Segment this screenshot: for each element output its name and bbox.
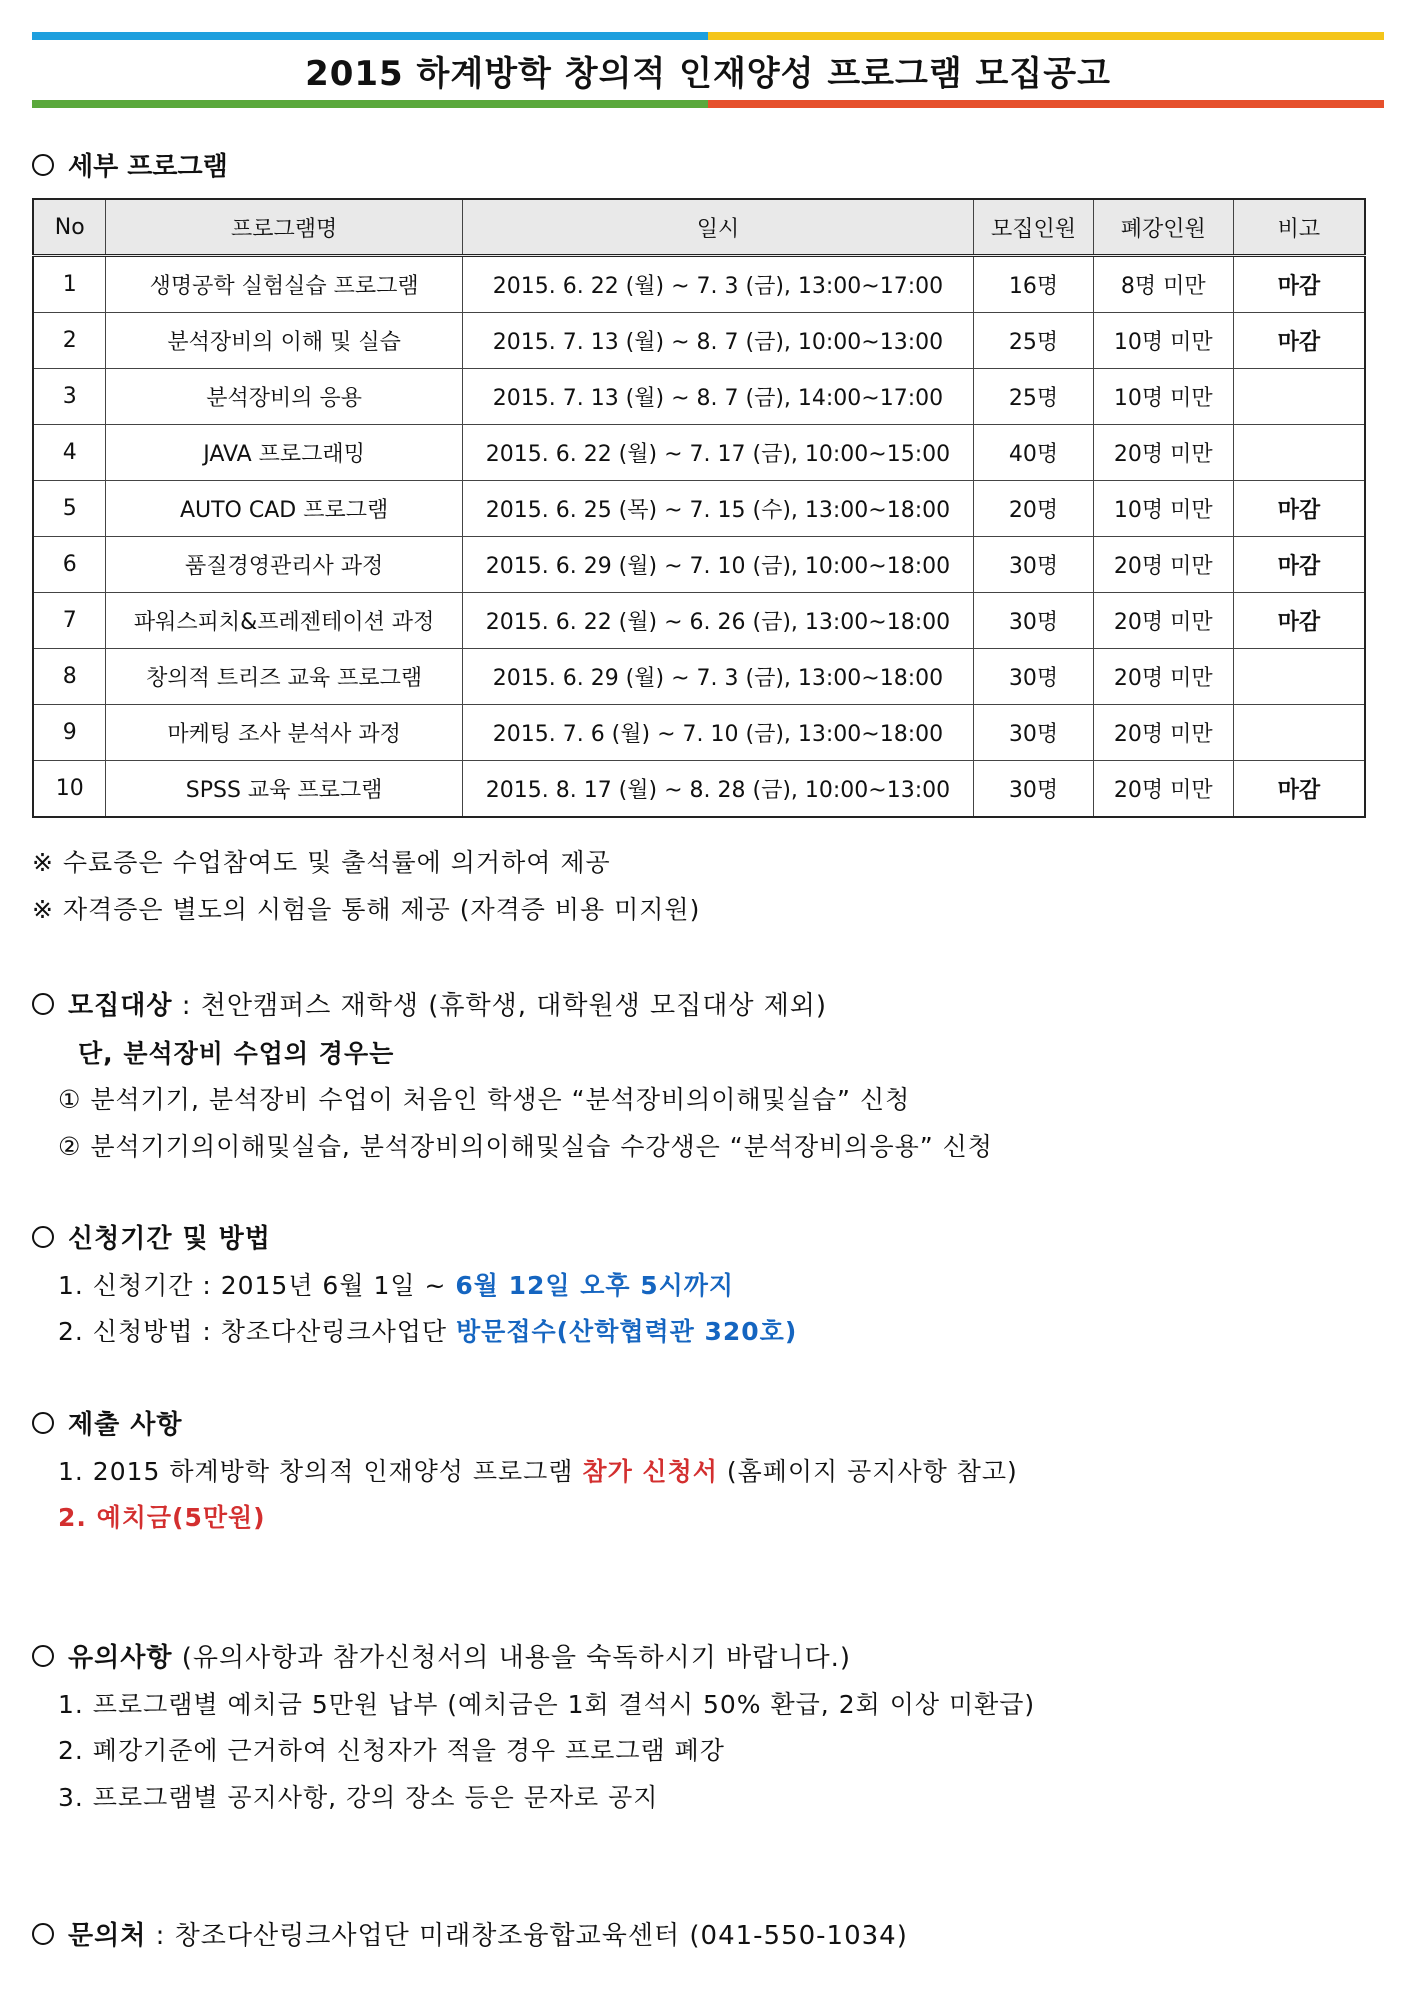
section-contact — [32, 1915, 908, 1952]
cell-date: 2015. 7. 13 (월) ~ 8. 7 (금), 14:00~17:00 — [462, 369, 973, 425]
target-item-2: ② 분석기기의이해및실습, 분석장비의이해및실습 수강생은 “분석장비의응용” 신청 — [58, 1132, 993, 1161]
cell-no: 5 — [33, 481, 106, 537]
cell-note: 마감 — [1233, 761, 1365, 818]
caution-item-1: 1. 프로그램별 예치금 5만원 납부 (예치금은 1회 결석시 50% 환급, 2회 이상 미환급) — [58, 1690, 1036, 1719]
header-bottom-bar — [32, 100, 1384, 108]
section-submit — [32, 1404, 183, 1441]
cell-name: 마케팅 조사 분석사 과정 — [106, 705, 462, 761]
application-form-highlight: 참가 신청서 — [582, 1457, 718, 1486]
cell-no: 3 — [33, 369, 106, 425]
cell-cancel: 20명 미만 — [1093, 705, 1233, 761]
cell-note — [1233, 425, 1365, 481]
cell-name: 창의적 트리즈 교육 프로그램 — [106, 649, 462, 705]
cell-note: 마감 — [1233, 481, 1365, 537]
cell-note — [1233, 369, 1365, 425]
cell-date: 2015. 7. 13 (월) ~ 8. 7 (금), 10:00~13:00 — [462, 313, 973, 369]
cell-note: 마감 — [1233, 593, 1365, 649]
cell-recruit: 16명 — [974, 256, 1094, 313]
cell-recruit: 30명 — [974, 593, 1094, 649]
cell-date: 2015. 6. 29 (월) ~ 7. 10 (금), 10:00~18:00 — [462, 537, 973, 593]
cell-no: 9 — [33, 705, 106, 761]
cell-recruit: 30명 — [974, 705, 1094, 761]
cell-date: 2015. 6. 22 (월) ~ 6. 26 (금), 13:00~18:00 — [462, 593, 973, 649]
circle-bullet-icon — [32, 1226, 54, 1248]
caution-text: (유의사항과 참가신청서의 내용을 숙독하시기 바랍니다.) — [172, 1643, 852, 1673]
cell-no: 10 — [33, 761, 106, 818]
submit-line-2: 2. 예치금(5만원) — [58, 1503, 266, 1532]
col-recruit: 모집인원 — [974, 199, 1094, 256]
circle-bullet-icon — [32, 1923, 54, 1945]
header-top-bar — [32, 32, 1384, 40]
caution-item-2: 2. 폐강기준에 근거하여 신청자가 적을 경우 프로그램 폐강 — [58, 1736, 725, 1765]
section-caution — [32, 1637, 851, 1674]
col-date: 일시 — [462, 199, 973, 256]
cell-cancel: 10명 미만 — [1093, 313, 1233, 369]
cell-name: 분석장비의 이해 및 실습 — [106, 313, 462, 369]
table-row — [33, 761, 1365, 818]
table-header-row — [33, 199, 1365, 256]
note-license: ※ 자격증은 별도의 시험을 통해 제공 (자격증 비용 미지원) — [32, 895, 701, 924]
cell-cancel: 20명 미만 — [1093, 425, 1233, 481]
target-label: 모집대상 — [68, 991, 173, 1021]
cell-name: 생명공학 실험실습 프로그램 — [106, 256, 462, 313]
cell-date: 2015. 6. 25 (목) ~ 7. 15 (수), 13:00~18:00 — [462, 481, 973, 537]
table-row — [33, 537, 1365, 593]
cell-name: JAVA 프로그래밍 — [106, 425, 462, 481]
target-text: : 천안캠퍼스 재학생 (휴학생, 대학원생 모집대상 제외) — [172, 991, 828, 1021]
table-row — [33, 425, 1365, 481]
col-name: 프로그램명 — [106, 199, 462, 256]
table-row — [33, 649, 1365, 705]
cell-note — [1233, 705, 1365, 761]
note-certificate: ※ 수료증은 수업참여도 및 출석률에 의거하여 제공 — [32, 848, 611, 877]
cell-recruit: 30명 — [974, 649, 1094, 705]
contact-text: : 창조다산링크사업단 미래창조융합교육센터 (041-550-1034) — [146, 1921, 908, 1951]
cell-no: 4 — [33, 425, 106, 481]
table-row — [33, 481, 1365, 537]
target-item-1: ① 분석기기, 분석장비 수업이 처음인 학생은 “분석장비의이해및실습” 신청 — [58, 1085, 911, 1114]
cell-note: 마감 — [1233, 313, 1365, 369]
page-title: 2015 하계방학 창의적 인재양성 프로그램 모집공고 — [305, 53, 1111, 94]
cell-name: 품질경영관리사 과정 — [106, 537, 462, 593]
period-line-1: 1. 신청기간 : 2015년 6월 1일 ~ 6월 12일 오후 5시까지 — [58, 1271, 735, 1300]
cell-name: SPSS 교육 프로그램 — [106, 761, 462, 818]
section-target — [32, 985, 827, 1022]
cell-no: 6 — [33, 537, 106, 593]
circle-bullet-icon — [32, 993, 54, 1015]
deadline-highlight: 6월 12일 오후 5시까지 — [455, 1271, 735, 1300]
section-detail — [32, 146, 228, 183]
cell-cancel: 20명 미만 — [1093, 593, 1233, 649]
period-label: 신청기간 및 방법 — [68, 1224, 271, 1254]
cell-no: 8 — [33, 649, 106, 705]
cell-recruit: 20명 — [974, 481, 1094, 537]
cell-note — [1233, 649, 1365, 705]
submit-line-1: 1. 2015 하계방학 창의적 인재양성 프로그램 참가 신청서 (홈페이지 공지사항 참고) — [58, 1457, 1018, 1486]
cell-recruit: 30명 — [974, 537, 1094, 593]
cell-name: 분석장비의 응용 — [106, 369, 462, 425]
cell-recruit: 25명 — [974, 369, 1094, 425]
method-highlight: 방문접수(산학협력관 320호) — [456, 1317, 798, 1346]
section-detail-heading: 세부 프로그램 — [68, 152, 228, 182]
circle-bullet-icon — [32, 1412, 54, 1434]
cell-recruit: 40명 — [974, 425, 1094, 481]
cell-no: 2 — [33, 313, 106, 369]
cell-date: 2015. 8. 17 (월) ~ 8. 28 (금), 10:00~13:00 — [462, 761, 973, 818]
col-note: 비고 — [1233, 199, 1365, 256]
cell-recruit: 30명 — [974, 761, 1094, 818]
cell-date: 2015. 6. 29 (월) ~ 7. 3 (금), 13:00~18:00 — [462, 649, 973, 705]
cell-cancel: 20명 미만 — [1093, 649, 1233, 705]
cell-no: 1 — [33, 256, 106, 313]
section-period — [32, 1218, 271, 1255]
cell-date: 2015. 6. 22 (월) ~ 7. 17 (금), 10:00~15:00 — [462, 425, 973, 481]
target-sub: 단, 분석장비 수업의 경우는 — [78, 1039, 395, 1068]
table-row — [33, 256, 1365, 313]
cell-note: 마감 — [1233, 537, 1365, 593]
cell-cancel: 10명 미만 — [1093, 481, 1233, 537]
caution-label: 유의사항 — [68, 1643, 173, 1673]
submit-label: 제출 사항 — [68, 1410, 183, 1440]
table-row — [33, 369, 1365, 425]
circle-bullet-icon — [32, 154, 54, 176]
program-table — [32, 198, 1366, 818]
col-no: No — [33, 199, 106, 256]
period-line-2: 2. 신청방법 : 창조다산링크사업단 방문접수(산학협력관 320호) — [58, 1317, 798, 1346]
contact-label: 문의처 — [68, 1921, 147, 1951]
table-row — [33, 593, 1365, 649]
cell-cancel: 10명 미만 — [1093, 369, 1233, 425]
table-row — [33, 705, 1365, 761]
cell-cancel: 8명 미만 — [1093, 256, 1233, 313]
table-row — [33, 313, 1365, 369]
cell-date: 2015. 7. 6 (월) ~ 7. 10 (금), 13:00~18:00 — [462, 705, 973, 761]
cell-note: 마감 — [1233, 256, 1365, 313]
cell-no: 7 — [33, 593, 106, 649]
caution-item-3: 3. 프로그램별 공지사항, 강의 장소 등은 문자로 공지 — [58, 1783, 659, 1812]
col-cancel: 폐강인원 — [1093, 199, 1233, 256]
cell-cancel: 20명 미만 — [1093, 537, 1233, 593]
cell-recruit: 25명 — [974, 313, 1094, 369]
circle-bullet-icon — [32, 1645, 54, 1667]
cell-name: AUTO CAD 프로그램 — [106, 481, 462, 537]
cell-cancel: 20명 미만 — [1093, 761, 1233, 818]
cell-name: 파워스피치&프레젠테이션 과정 — [106, 593, 462, 649]
cell-date: 2015. 6. 22 (월) ~ 7. 3 (금), 13:00~17:00 — [462, 256, 973, 313]
